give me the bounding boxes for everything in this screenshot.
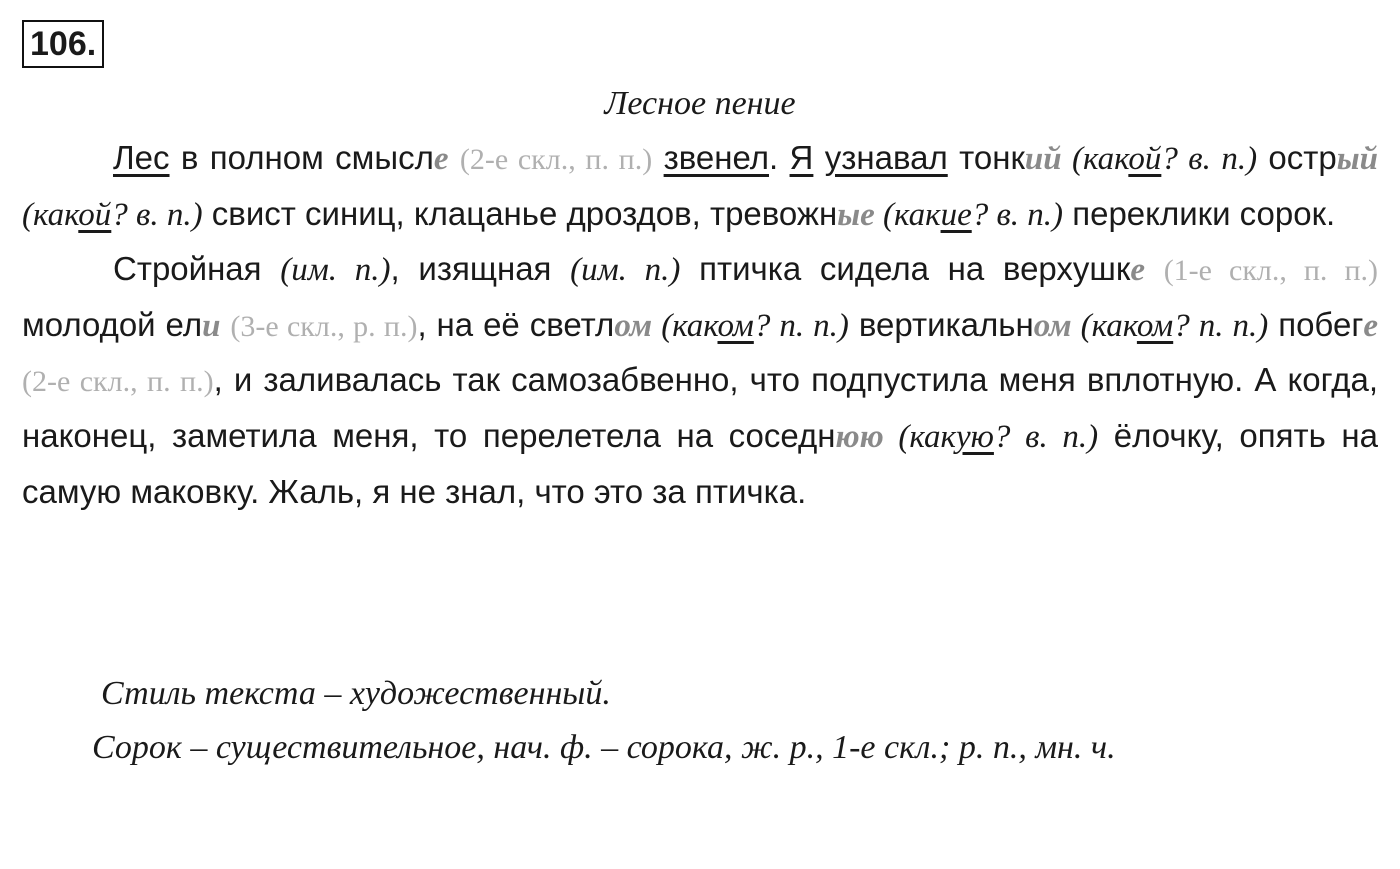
question-note bbox=[652, 308, 849, 344]
word-ending: ые bbox=[837, 196, 875, 233]
text-title: Лесное пение bbox=[604, 85, 796, 122]
question-part: ? п. п.) bbox=[753, 307, 849, 344]
text-run: свист синиц, клацанье дроздов, тревожн bbox=[202, 194, 838, 232]
text-run: , изящная bbox=[390, 250, 571, 288]
text-run: Стройная bbox=[113, 250, 281, 288]
text-run: побег bbox=[1268, 305, 1364, 343]
word-ending: ом bbox=[1033, 307, 1072, 344]
word-ending: е bbox=[1363, 307, 1379, 344]
main-text bbox=[22, 131, 1378, 518]
text-run: птичка сидела на верхушк bbox=[680, 250, 1131, 288]
case-note: (им. п.) bbox=[280, 252, 391, 289]
question-note bbox=[22, 197, 203, 233]
question-part: ? в. п.) bbox=[1161, 141, 1258, 177]
text-run: переклики сорок. bbox=[1063, 194, 1336, 232]
question-part: ? п. п.) bbox=[1173, 307, 1269, 344]
exercise-number: 106. bbox=[22, 20, 104, 68]
underlined-word: Я bbox=[789, 139, 814, 176]
word-ending: ий bbox=[1024, 141, 1062, 177]
text-run: . bbox=[769, 139, 790, 176]
underlined-word: Лес bbox=[113, 139, 170, 176]
paragraph-2 bbox=[22, 242, 1378, 518]
question-ending: ой bbox=[1128, 141, 1162, 177]
question-note bbox=[1072, 308, 1269, 344]
underlined-word: узнавал bbox=[824, 139, 948, 176]
question-part: (как bbox=[1061, 141, 1129, 177]
morphology-note: Сорок – существительное, нач. ф. – сорока, ж. р., 1-е скл.; р. п., мн. ч. bbox=[92, 729, 1116, 766]
text-run bbox=[813, 139, 824, 176]
question-part: ? в. п.) bbox=[971, 196, 1064, 233]
question-part: ? в. п.) bbox=[993, 418, 1099, 455]
text-run: ёлочку, опять на самую маковку. Жаль, я не знал, что это за птичка. bbox=[22, 416, 1378, 510]
word-ending: ом bbox=[614, 307, 653, 344]
word-ending: и bbox=[202, 307, 221, 344]
question-ending: ую bbox=[955, 418, 994, 455]
question-part: (как bbox=[874, 196, 941, 233]
text-run: вертикальн bbox=[848, 305, 1034, 343]
text-run: , на её светл bbox=[417, 305, 615, 343]
question-part: ? в. п.) bbox=[111, 196, 203, 233]
word-ending: юю bbox=[835, 418, 884, 455]
question-part: (как bbox=[883, 418, 956, 455]
question-ending: ом bbox=[1136, 307, 1174, 344]
question-ending: ом bbox=[717, 307, 754, 344]
grammar-note: (2-е скл., п. п.) bbox=[459, 143, 653, 176]
text-run: молодой ел bbox=[22, 305, 203, 343]
question-note bbox=[1062, 141, 1257, 177]
question-part: (как bbox=[22, 196, 79, 233]
question-part: (как bbox=[652, 307, 718, 344]
text-run: в полном смысл bbox=[169, 139, 434, 176]
case-note: (им. п.) bbox=[570, 252, 681, 289]
grammar-note: (2-е скл., п. п.) bbox=[22, 365, 214, 399]
word-ending: ый bbox=[1336, 141, 1379, 177]
text-run: , и заливалась так самозабвенно, что подпустила меня вплотную. А когда, наконец, заметила меня, то перелетела на соседн bbox=[22, 361, 1378, 454]
text-run: тонк bbox=[947, 139, 1025, 176]
grammar-note: (3-е скл., р. п.) bbox=[230, 309, 418, 343]
word-ending: е bbox=[1130, 252, 1145, 289]
question-ending: ой bbox=[78, 196, 112, 233]
question-ending: ие bbox=[940, 196, 972, 233]
question-note bbox=[875, 197, 1063, 233]
underlined-word: звенел bbox=[663, 139, 769, 176]
paragraph-1 bbox=[22, 131, 1378, 242]
question-part: (как bbox=[1071, 307, 1137, 344]
grammar-note: (1-е скл., п. п.) bbox=[1163, 254, 1378, 288]
question-note bbox=[884, 419, 1098, 455]
style-note: Стиль текста – художественный. bbox=[101, 675, 611, 712]
text-run: остр bbox=[1257, 139, 1337, 176]
word-ending: е bbox=[433, 141, 449, 177]
